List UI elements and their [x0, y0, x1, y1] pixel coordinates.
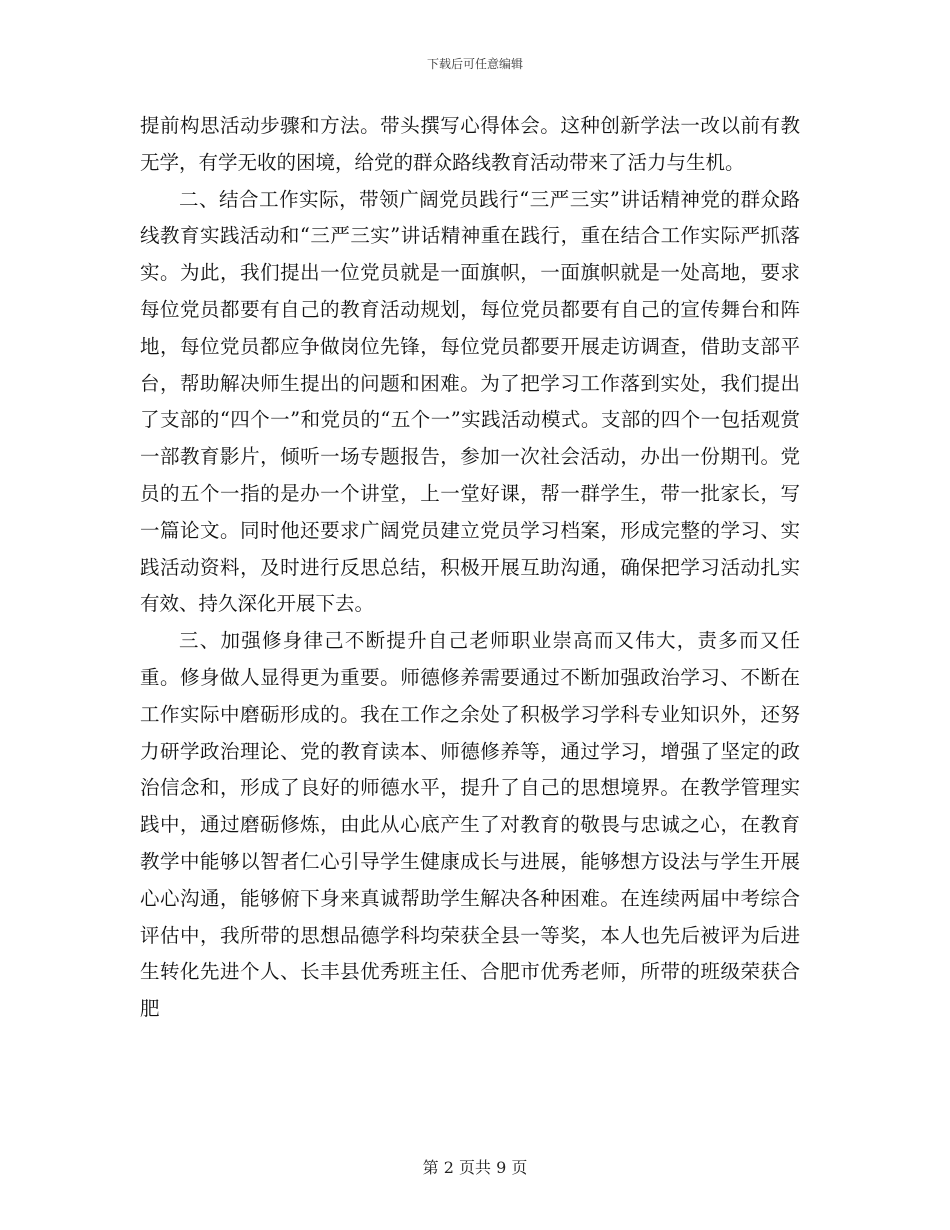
document-body: [140, 108, 800, 1028]
page-header-note: 下载后可任意编辑: [426, 57, 523, 71]
paragraph-section-three: 三、加强修身律己不断提升自己老师职业崇高而又伟大，责多而又任重。修身做人显得更为重要。师德修养需要通过不断加强政治学习、不断在工作实际中磨砺形成的。我在工作之余处了积极学习学科专业知识外，还努力研学政治理论、党的教育读本、师德修养等，通过学习，增强了坚定的政治信念和，形成了良好的师德水平，提升了自己的思想境界。在教学管理实践中，通过磨砺修炼，由此从心底产生了对教育的敬畏与忠诚之心，在教育教学中能够以智者仁心引导学生健康成长与进展，能够想方设法与学生开展心心沟通，能够俯下身来真诚帮助学生解决各种困难。在连续两届中考综合评估中，我所带的思想品德学科均荣获全县一等奖，本人也先后被评为后进生转化先进个人、长丰县优秀班主任、合肥市优秀老师，所带的班级荣获合肥: [140, 629, 800, 1021]
page-number-footer: 第 2 页共 9 页: [422, 1158, 528, 1177]
paragraph-section-two: 二、结合工作实际，带领广阔党员践行“三严三实”讲话精神党的群众路线教育实践活动和“三严三实”讲话精神重在践行，重在结合工作实际严抓落实。为此，我们提出一位党员就是一面旗帜，一面旗帜就是一处高地，要求每位党员都要有自己的教育活动规划，每位党员都要有自己的宣传舞台和阵地，每位党员都应争做岗位先锋，每位党员都要开展走访调查，借助支部平台，帮助解决师生提出的问题和困难。为了把学习工作落到实处，我们提出了支部的“四个一”和党员的“五个一”实践活动模式。支部的四个一包括观赏一部教育影片，倾听一场专题报告，参加一次社会活动，办出一份期刊。党员的五个一指的是办一个讲堂，上一堂好课，帮一群学生，带一批家长，写一篇论文。同时他还要求广阔党员建立党员学习档案，形成完整的学习、实践活动资料，及时进行反思总结，积极开展互助沟通，确保把学习活动扎实有效、持久深化开展下去。: [140, 187, 800, 616]
paragraph-continuation: 提前构思活动步骤和方法。带头撰写心得体会。这种创新学法一改以前有教无学，有学无收的困境，给党的群众路线教育活动带来了活力与生机。: [140, 114, 800, 174]
